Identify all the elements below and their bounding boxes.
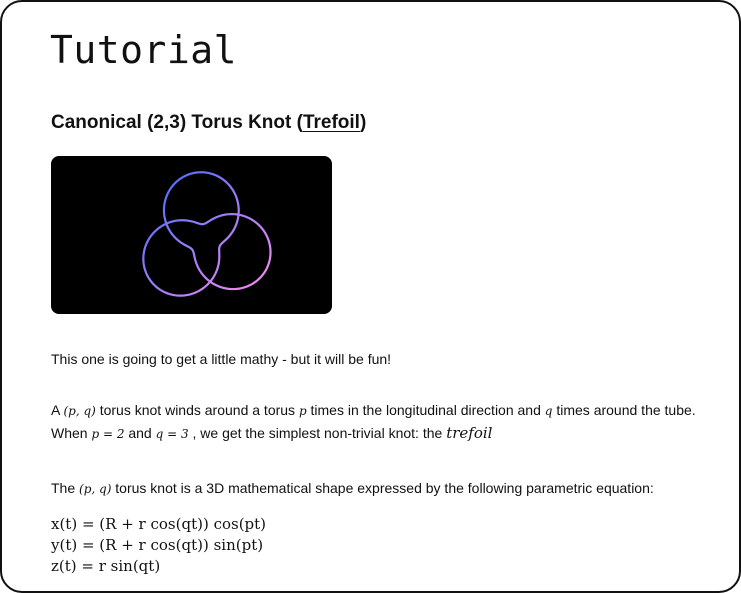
section-heading <box>51 112 366 134</box>
equation-z: z(t) = r sin(qt) <box>51 557 161 575</box>
section-heading-prefix: Canonical (2,3) Torus Knot ( <box>51 112 303 133</box>
text-run: times around the tube. When <box>51 402 696 441</box>
math-q: q <box>544 404 553 418</box>
math-trefoil: trefoil <box>446 424 493 442</box>
equation-y: y(t) = (R + r cos(qt)) sin(pt) <box>51 536 264 554</box>
text-run: , we get the simplest non-trivial knot: the <box>188 425 447 441</box>
equation-x: x(t) = (R + r cos(qt)) cos(pt) <box>51 515 267 533</box>
section-heading-suffix: ) <box>359 112 367 133</box>
equation-intro-paragraph <box>51 477 701 500</box>
text-run: The <box>51 480 80 496</box>
text-run: times in the longitudinal direction and <box>306 402 545 418</box>
text-run: and <box>124 425 156 441</box>
trefoil-knot-svg <box>51 156 332 314</box>
text-run: torus knot winds around a torus <box>95 402 299 418</box>
math-pq: (p, q) <box>79 482 112 496</box>
trefoil-knot-render <box>51 156 332 314</box>
torus-knot-paragraph <box>51 399 701 445</box>
page-title: Tutorial <box>50 28 238 72</box>
text-run: A <box>51 402 64 418</box>
trefoil-knot-curve <box>143 172 270 295</box>
trefoil-link[interactable]: Trefoil <box>302 112 360 133</box>
math-p: p <box>298 404 307 418</box>
text-run: torus knot is a 3D mathematical shape expressed by the following parametric equation: <box>111 480 654 496</box>
math-q-equals-3: q = 3 <box>155 427 189 441</box>
math-pq: (p, q) <box>63 404 96 418</box>
intro-paragraph: This one is going to get a little mathy - but it will be fun! <box>51 351 392 367</box>
math-p-equals-2: p = 2 <box>91 427 125 441</box>
